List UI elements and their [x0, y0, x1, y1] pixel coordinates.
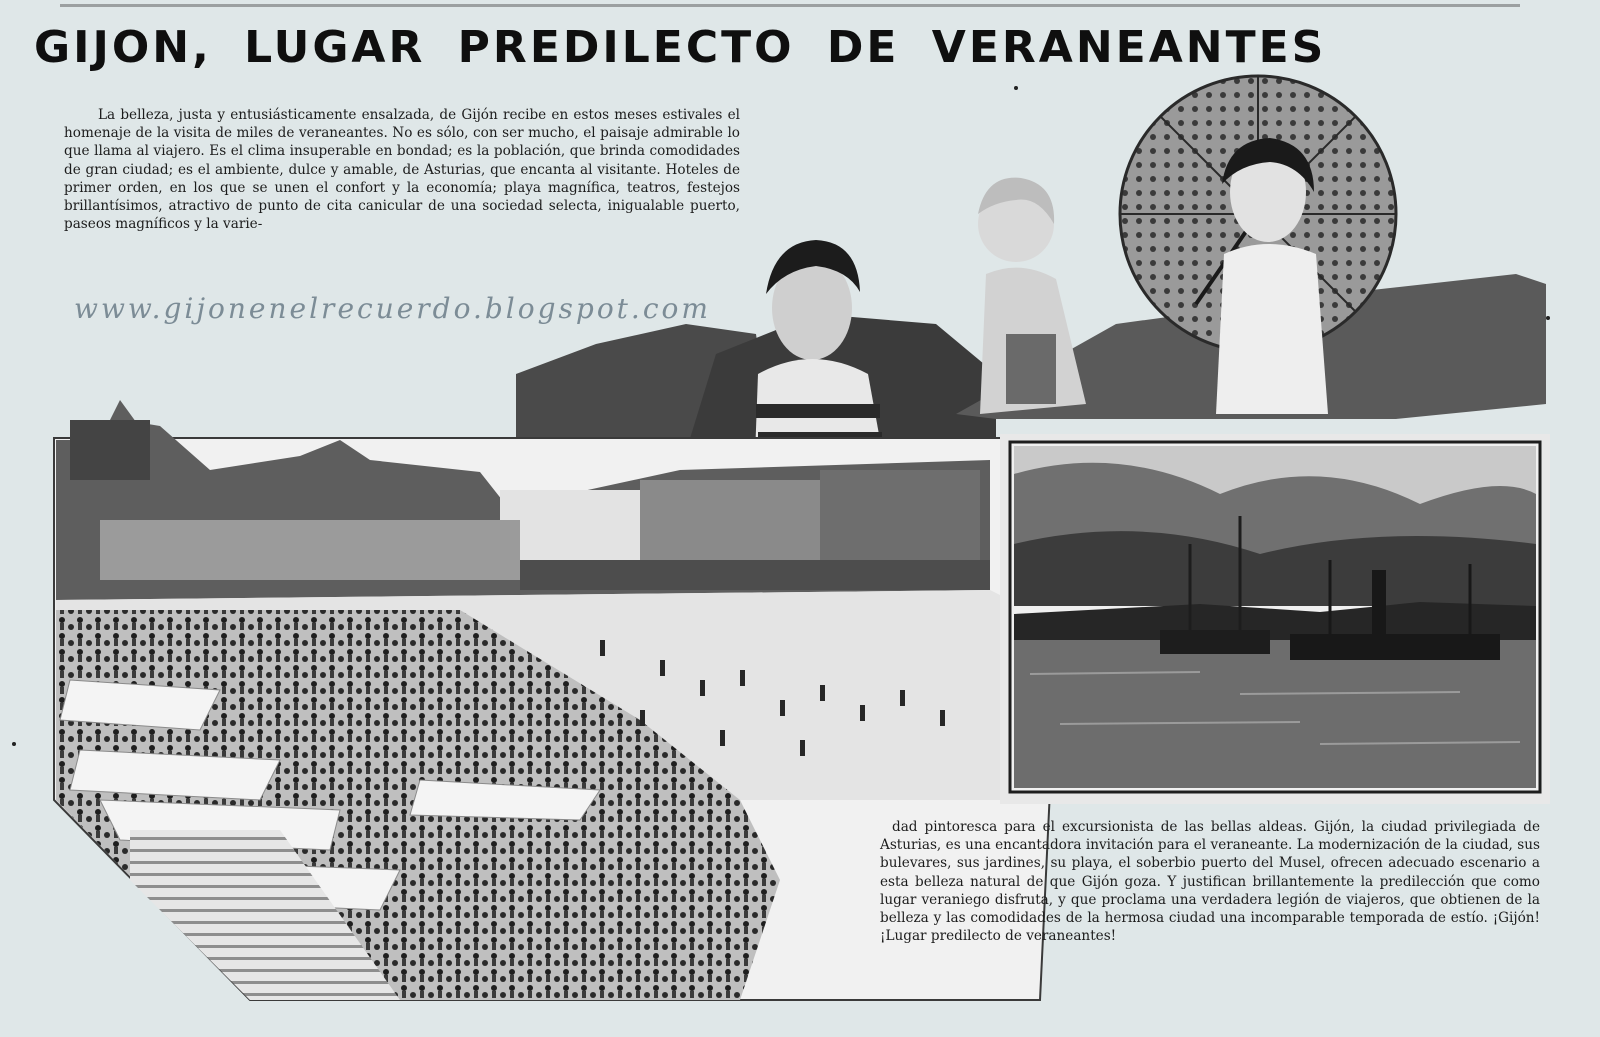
blog-watermark: www.gijonenelrecuerdo.blogspot.com [74, 292, 711, 325]
article-paragraph-2: dad pintoresca para el excursionista de las bellas aldeas. Gijón, la ciudad privilegiada de Asturias, es una encantadora invitación para el veraneante. La modernización de la ciudad, sus bulevares, sus jardines, su playa, el soberbio puerto del Musel, ofrecen adecuado escenario a esta belleza natural de que Gijón goza. Y justifican brillantemente la predilección que como lugar veraniego disfruta, y que proclama una verdadera legión de viajeros, que obtienen de la belleza y las comodidades de la hermosa ciudad una incomparable temporada de estío. ¡Gijón! ¡Lugar predilecto de veraneantes! [880, 819, 1540, 945]
speck [12, 742, 16, 746]
headline: GIJON, LUGAR PREDILECTO DE VERANEANTES [34, 22, 1327, 73]
speck [1014, 86, 1018, 90]
top-rule [60, 4, 1520, 7]
article-paragraph-1: La belleza, justa y entusiásticamente ensalzada, de Gijón recibe en estos meses estivales el homenaje de la visita de miles de veraneantes. No es sólo, con ser mucho, el paisaje admirable lo que llama al viajero. Es el clima insuperable en bondad; es la población, que brinda comodidades de gran ciudad; es el ambiente, dulce y amable, de Asturias, que encanta al visitante. Hoteles de primer orden, en los que se unen el confort y la economía; playa magnífica, teatros, festejos brillantísimos, atractivo de punto de cita canicular de una sociedad selecta, inigualable puerto, paseos magníficos y la varie- [64, 107, 740, 233]
port-photo [1000, 434, 1550, 804]
speck [1546, 316, 1550, 320]
